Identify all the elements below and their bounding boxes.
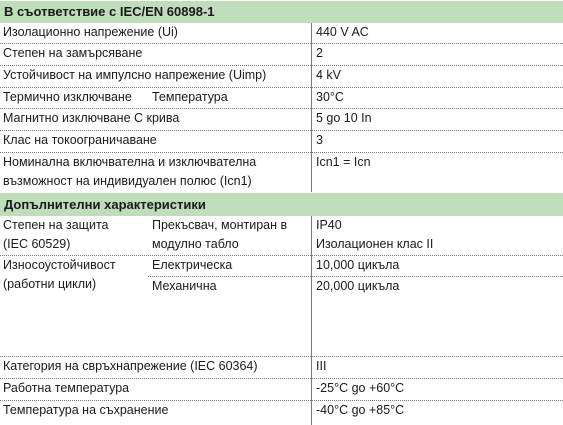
row-value-operating-temperature: -25°C go +60°C bbox=[316, 381, 405, 395]
column-divider bbox=[311, 216, 312, 425]
row-divider bbox=[0, 130, 563, 131]
row-label-current-limiting: Клас на токоограничаване bbox=[3, 133, 157, 147]
row-value-storage-temperature: -40°C go +85°C bbox=[316, 403, 405, 417]
row-divider bbox=[0, 43, 563, 44]
durability-label-line1: Износоустойчивост bbox=[3, 258, 116, 272]
protection-label-line2: (IEC 60529) bbox=[3, 237, 71, 251]
section-header-iec bbox=[0, 1, 563, 23]
row-divider bbox=[0, 356, 563, 357]
protection-value-line1: IP40 bbox=[316, 218, 342, 232]
row-value-thermal-trip: 30°C bbox=[316, 90, 344, 104]
row-divider bbox=[0, 400, 563, 401]
section-title: Допълнителни характеристики bbox=[4, 197, 206, 212]
section-title: В съответствие с IEC/EN 60898-1 bbox=[4, 4, 215, 19]
row-label-breaking-capacity-line1: Номинална включвателна и изключвателна bbox=[3, 155, 257, 169]
row-value-current-limiting: 3 bbox=[316, 133, 323, 147]
row-value-insulation-voltage: 440 V AC bbox=[316, 25, 369, 39]
row-label-pollution-degree: Степен на замърсяване bbox=[3, 46, 143, 60]
durability-label-line2: (работни цикли) bbox=[3, 277, 97, 291]
protection-sublabel-line2: модулно табло bbox=[152, 237, 239, 251]
row-label-breaking-capacity-line2: възможност на индивидуален полюс (Icn1) bbox=[3, 174, 252, 188]
durability-electrical-label: Електрическа bbox=[152, 258, 233, 272]
row-label-insulation-voltage: Изолационно напрежение (Ui) bbox=[3, 25, 178, 39]
row-divider bbox=[0, 255, 563, 256]
row-value-impulse-voltage: 4 kV bbox=[316, 68, 342, 82]
row-value-pollution-degree: 2 bbox=[316, 46, 323, 60]
column-divider bbox=[311, 23, 312, 192]
row-label-storage-temperature: Температура на съхранение bbox=[3, 403, 169, 417]
row-divider bbox=[0, 152, 563, 153]
row-label-thermal-trip: Термично изключване bbox=[3, 90, 132, 104]
row-label-magnetic-trip: Магнитно изключване C крива bbox=[3, 111, 180, 125]
row-divider bbox=[0, 65, 563, 66]
row-divider bbox=[148, 276, 563, 277]
durability-mechanical-label: Механична bbox=[152, 279, 217, 293]
row-divider bbox=[0, 108, 563, 109]
durability-mechanical-value: 20,000 цикъла bbox=[316, 279, 400, 293]
row-divider bbox=[0, 378, 563, 379]
row-sublabel-temperature: Температура bbox=[152, 90, 228, 104]
row-value-overvoltage-category: III bbox=[316, 359, 327, 373]
row-label-overvoltage-category: Категория на свръхнапрежение (IEC 60364) bbox=[3, 359, 258, 373]
row-value-magnetic-trip: 5 go 10 In bbox=[316, 111, 372, 125]
row-label-impulse-voltage: Устойчивост на импулсно напрежение (Uimp) bbox=[3, 68, 267, 82]
row-label-operating-temperature: Работна температура bbox=[3, 381, 130, 395]
protection-label-line1: Степен на защита bbox=[3, 218, 109, 232]
protection-value-line2: Изолационен клас II bbox=[316, 237, 434, 251]
section-header-additional bbox=[0, 193, 563, 216]
row-divider bbox=[0, 87, 563, 88]
durability-electrical-value: 10,000 цикъла bbox=[316, 258, 400, 272]
protection-sublabel-line1: Прекъсвач, монтиран в bbox=[152, 218, 288, 232]
row-value-breaking-capacity: Icn1 = Icn bbox=[316, 155, 371, 169]
